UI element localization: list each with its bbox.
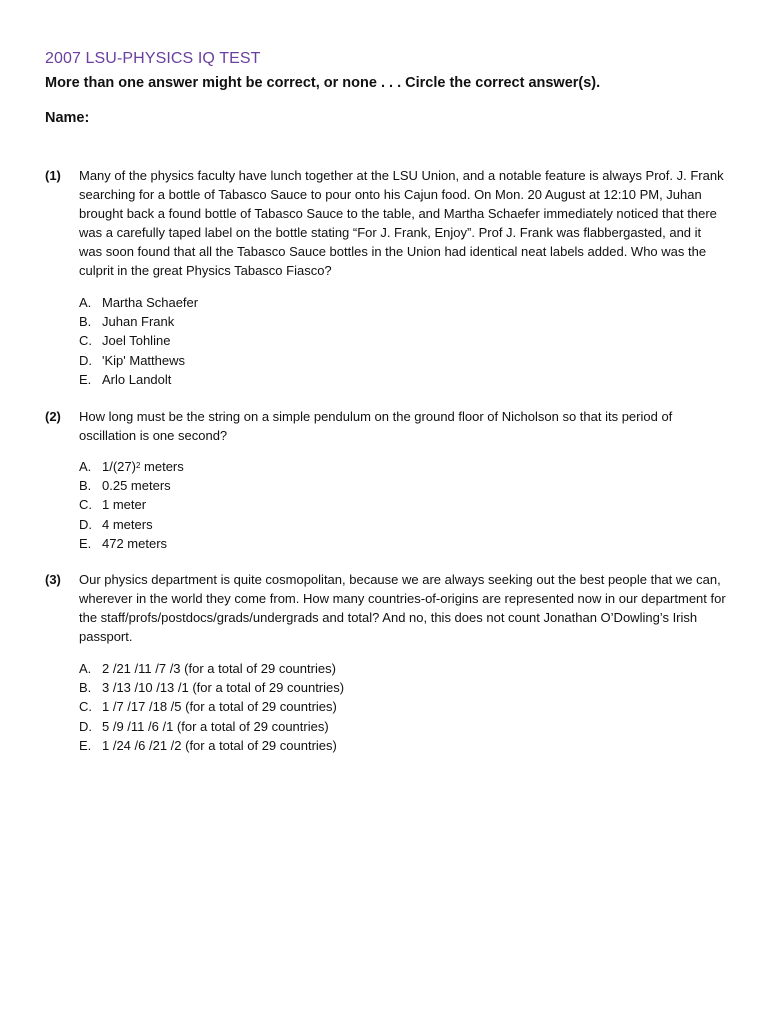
option[interactable] bbox=[79, 370, 198, 389]
instructions: More than one answer might be correct, or none . . . Circle the correct answer(s). bbox=[45, 75, 601, 91]
option-text: 'Kip' Matthews bbox=[102, 352, 185, 368]
question-1-number: (1) bbox=[45, 168, 61, 183]
option-letter: C. bbox=[79, 333, 92, 349]
option-text: 472 meters bbox=[102, 535, 168, 551]
option[interactable] bbox=[79, 717, 344, 736]
question-1-options bbox=[79, 293, 198, 389]
option-text: $1/(27)^2$ meters bbox=[102, 459, 184, 474]
option[interactable] bbox=[79, 476, 184, 495]
option[interactable] bbox=[79, 312, 198, 331]
option-letter: A. bbox=[79, 295, 92, 310]
option[interactable] bbox=[79, 351, 198, 370]
option[interactable] bbox=[79, 697, 344, 716]
option-text: Juhan Frank bbox=[102, 314, 175, 330]
option-text: 1 meter bbox=[102, 497, 147, 513]
option[interactable] bbox=[79, 534, 184, 553]
option[interactable] bbox=[79, 495, 184, 514]
option-letter: B. bbox=[79, 314, 92, 330]
option[interactable] bbox=[79, 293, 198, 312]
name-label: Name: bbox=[45, 110, 90, 126]
option[interactable] bbox=[79, 736, 344, 755]
option[interactable] bbox=[79, 678, 344, 697]
option-letter: C. bbox=[79, 699, 92, 715]
question-1-text: Many of the physics faculty have lunch together at the LSU Union, and a notable feature is always Prof. J. Frank searching for a bottle of Tabasco Sauce to pour onto his Cajun food. On Mon. 20 August at 12:10 PM, Juhan brought back a found bottle of Tabasco Sauce to the table, and Martha Schaefer immediately noticed that there was a carefully taped label on the bottle stating “For J. Frank, Enjoy”. Prof J. Frank was flabbergasted, and it was soon found that all the Tabasco Sauce bottles in the Union had identical neat labels added. Who was the culprit in the great Physics Tabasco Fiasco? bbox=[79, 168, 724, 278]
option-text: 1 /24 /6 /21 /2 (for a total of 29 countries) bbox=[102, 737, 337, 753]
page-title: 2007 LSU-PHYSICS IQ TEST bbox=[45, 50, 261, 67]
option-letter: C. bbox=[79, 497, 92, 513]
question-3-text: Our physics department is quite cosmopolitan, because we are always seeking out the best people that we can, wherever in the world they come from. How many countries-of-origins are represented now in our department for the staff/profs/postdocs/grads/undergrads and total? And no, this does not count Jonathan O’Dowling’s Irish passport. bbox=[79, 572, 726, 644]
option[interactable] bbox=[79, 515, 184, 534]
question-3-options bbox=[79, 659, 344, 755]
option-text: Arlo Landolt bbox=[102, 371, 172, 387]
option-text: 0.25 meters bbox=[102, 478, 171, 494]
question-2-text: How long must be the string on a simple pendulum on the ground floor of Nicholson so that its period of oscillation is one second? bbox=[79, 409, 673, 443]
question-2-number: (2) bbox=[45, 409, 61, 424]
option-letter: A. bbox=[79, 459, 92, 474]
option-text: Joel Tohline bbox=[102, 333, 171, 349]
option-letter: E. bbox=[79, 535, 92, 551]
option-letter: D. bbox=[79, 718, 92, 734]
question-3-number: (3) bbox=[45, 572, 61, 587]
option-letter: D. bbox=[79, 352, 92, 368]
option[interactable] bbox=[79, 331, 198, 350]
question-2-options bbox=[79, 457, 184, 553]
option-text: 3 /13 /10 /13 /1 (for a total of 29 countries) bbox=[102, 680, 345, 696]
option-text: 2 /21 /11 /7 /3 (for a total of 29 countries) bbox=[102, 661, 336, 676]
option-letter: D. bbox=[79, 516, 92, 532]
option[interactable] bbox=[79, 659, 344, 678]
option-text: 1 /7 /17 /18 /5 (for a total of 29 countries) bbox=[102, 699, 337, 715]
option-text: Martha Schaefer bbox=[102, 295, 199, 310]
option-letter: B. bbox=[79, 478, 92, 494]
option-text: 5 /9 /11 /6 /1 (for a total of 29 countries) bbox=[102, 718, 329, 734]
option-letter: E. bbox=[79, 737, 92, 753]
option[interactable] bbox=[79, 457, 184, 476]
option-letter: E. bbox=[79, 371, 92, 387]
option-letter: B. bbox=[79, 680, 92, 696]
option-text: 4 meters bbox=[102, 516, 153, 532]
option-letter: A. bbox=[79, 661, 92, 676]
